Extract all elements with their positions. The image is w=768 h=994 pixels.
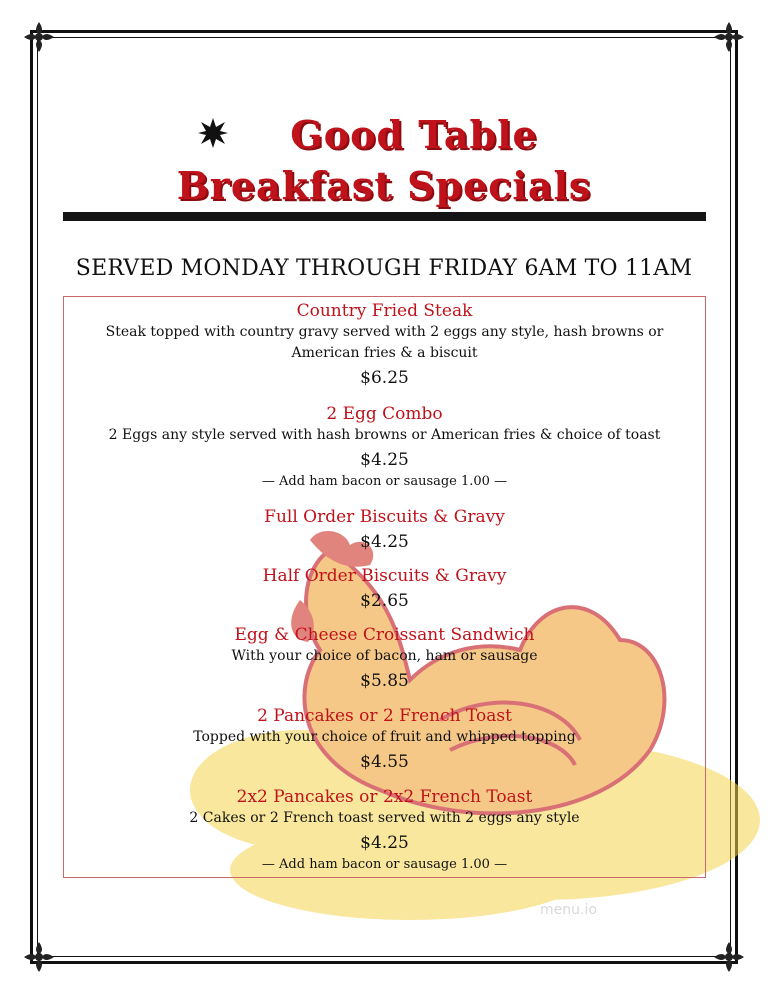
item-price: $4.25 (360, 450, 409, 470)
title-line-2: Breakfast Specials (176, 163, 592, 208)
menu-item (63, 786, 706, 875)
item-description: American fries & a biscuit (291, 345, 478, 361)
item-description: With your choice of bacon, ham or sausage (231, 648, 538, 664)
item-description: 2 Cakes or 2 French toast served with 2 eggs any style (189, 810, 580, 826)
item-price: $5.85 (360, 671, 409, 691)
item-description: Topped with your choice of fruit and whipped topping (193, 729, 576, 745)
flourish-icon (22, 20, 56, 54)
menu-item (63, 565, 706, 613)
item-name: Half Order Biscuits & Gravy (262, 566, 507, 586)
watermark: menu.io (540, 902, 597, 918)
item-name: Country Fried Steak (296, 301, 473, 321)
menu-item (63, 403, 706, 492)
item-price: $6.25 (360, 368, 409, 388)
served-hours: SERVED MONDAY THROUGH FRIDAY 6AM TO 11AM (75, 256, 693, 281)
item-price: $2.65 (360, 591, 409, 611)
menu-item (63, 624, 706, 693)
title-rule (63, 212, 706, 221)
item-addon: — Add ham bacon or sausage 1.00 — (261, 474, 508, 489)
item-addon: — Add ham bacon or sausage 1.00 — (261, 857, 508, 872)
item-description: 2 Eggs any style served with hash browns or American fries & choice of toast (108, 427, 661, 443)
title-line-1: Good Table (290, 112, 538, 157)
flourish-icon (712, 20, 746, 54)
item-name: 2x2 Pancakes or 2x2 French Toast (236, 787, 533, 807)
menu-item (63, 506, 706, 554)
item-name: 2 Egg Combo (326, 404, 443, 424)
item-price: $4.25 (360, 833, 409, 853)
item-name: Full Order Biscuits & Gravy (264, 507, 505, 527)
item-price: $4.55 (360, 752, 409, 772)
menu-item (63, 705, 706, 774)
item-price: $4.25 (360, 532, 409, 552)
flourish-icon (712, 940, 746, 974)
item-name: 2 Pancakes or 2 French Toast (257, 706, 512, 726)
item-description: Steak topped with country gravy served with 2 eggs any style, hash browns or (105, 324, 664, 340)
flourish-icon (22, 940, 56, 974)
item-name: Egg & Cheese Croissant Sandwich (234, 625, 535, 645)
menu-item (63, 300, 706, 390)
